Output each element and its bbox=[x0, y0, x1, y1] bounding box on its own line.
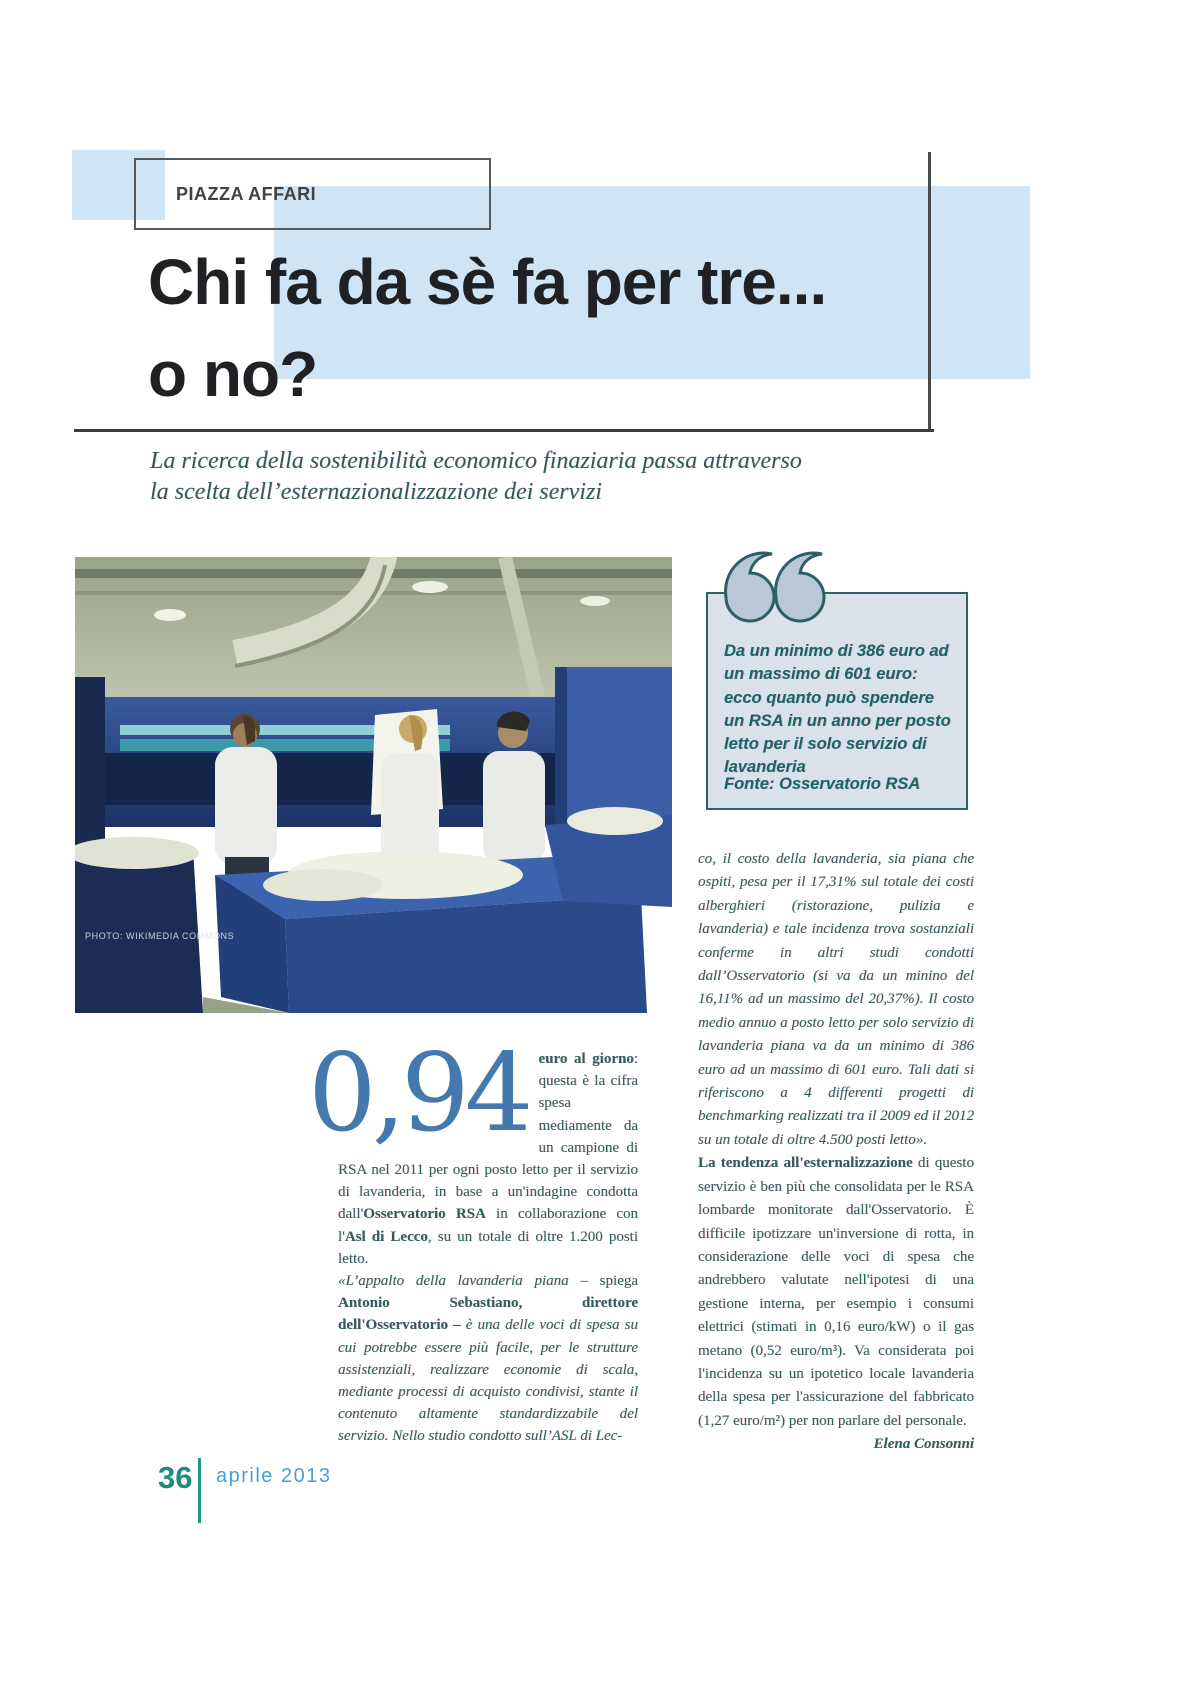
pull-quote-source: Fonte: Osservatorio RSA bbox=[724, 775, 921, 793]
laundry-photo-illustration bbox=[75, 557, 672, 1013]
quote-marks-icon bbox=[712, 549, 827, 629]
page-number: 36 bbox=[158, 1460, 193, 1495]
article-title-line2: o no? bbox=[148, 338, 318, 410]
author-byline: Elena Consonni bbox=[873, 1436, 974, 1453]
left-paragraph-2: «L’appalto della lavanderia piana – spiega Antonio Sebastiano, direttore dell'Osservatorio – è una delle voci di spesa su cui potrebbe essere più facile, per le strutture assistenziali, realizzare economie di scala, mediante processi di acquisto condivisi, stante il contenuto altamente standardizzabile del servizio. Nello studio condotto sull’ASL di Lec- bbox=[338, 1273, 638, 1445]
decor-horizontal-rule bbox=[74, 429, 934, 432]
ceiling-light bbox=[412, 581, 448, 593]
article-subtitle bbox=[150, 446, 850, 508]
article-photo bbox=[75, 557, 672, 1013]
left-paragraph-1 bbox=[308, 1031, 639, 1270]
article-title bbox=[148, 236, 978, 420]
subtitle-line1: La ricerca della sostenibilità economico finaziaria passa attraverso bbox=[150, 448, 802, 474]
article-column-left bbox=[308, 1031, 639, 1448]
photo-credit: PHOTO: WIKIMEDIA COMMONS bbox=[85, 931, 235, 941]
kicker-label: PIAZZA AFFARI bbox=[176, 184, 317, 204]
drop-number: 0,94 bbox=[308, 1031, 529, 1156]
ceiling-light bbox=[154, 609, 186, 621]
right-paragraph-1: co, il costo della lavanderia, sia piana che ospiti, pesa per il 17,31% sul totale dei costi alberghieri (ristorazione, pulizia e lavanderia) e tale incidenza trova sostanziali conferme in altri studi condotti dall’Osservatorio (si va da un minino del 16,11% ad un massimo del 20,37%). Il costo medio annuo a posto letto per solo servizio di lavanderia piana va da un minimo di 386 euro ad un massimo di 601 euro. Tali dati si riferiscono a 4 differenti progetti di benchmarking realizzati tra il 2009 ed il 2012 su un totale di oltre 4.500 posti letto». bbox=[698, 851, 974, 1148]
ceiling-light bbox=[580, 596, 610, 606]
subtitle-line2: la scelta dell’esternazionalizzazione dei servizi bbox=[150, 479, 602, 505]
article-column-right bbox=[698, 848, 974, 1457]
left-paragraph-1-text: euro al giorno: questa è la cifra spesa mediamente da un campione di RSA nel 2011 per ogni posto letto per il servizio di lavanderia, in base a un'indagine condotta dall'Osservatorio RSA in collaborazione con l'Asl di Lecco, su un totale di oltre 1.200 posti letto. bbox=[338, 1051, 639, 1267]
footer-divider bbox=[198, 1458, 201, 1523]
article-title-line1: Chi fa da sè fa per tre... bbox=[148, 246, 827, 318]
linen-pile-right bbox=[567, 807, 663, 835]
worker-middle bbox=[371, 709, 443, 865]
pull-quote-text: Da un minimo di 386 euro ad un massimo di 601 euro: ecco quanto può spendere un RSA in un anno per posto letto per il solo servizio di lavanderia bbox=[724, 642, 951, 777]
linen-pile-small bbox=[263, 869, 383, 901]
issue-date: aprile 2013 bbox=[216, 1465, 332, 1487]
right-paragraph-2: La tendenza all'esternalizzazione di questo servizio è ben più che consolidata per le RSA lombarde monitorate dall'Osservatorio. È difficile ipotizzare un'inversione di rotta, in considerazione delle voci di spesa che andrebbero valutate nell'ipotesi di una gestione interna, per esempio i consumi elettrici (stimati in 0,16 euro/kW) o il gas metano (0,52 euro/m³). Va considerata poi l'incidenza su un ipotetico locale lavanderia della spesa per l'assicurazione del fabbricato (1,27 euro/m²) per non parlare del personale. bbox=[698, 1155, 974, 1429]
